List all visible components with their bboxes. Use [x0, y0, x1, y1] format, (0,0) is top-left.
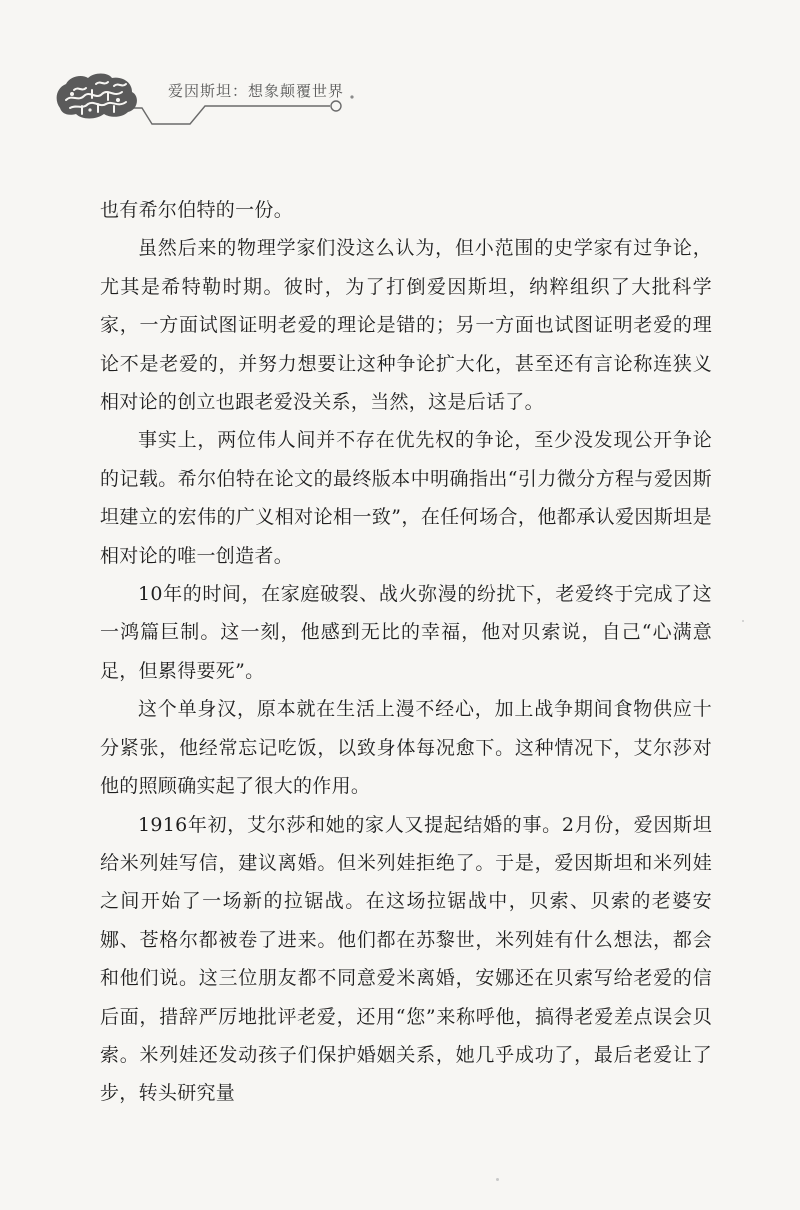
paragraph: 1916年初，艾尔莎和她的家人又提起结婚的事。2月份，爱因斯坦给米列娃写信，建议离婚。但米列娃拒绝了。于是，爱因斯坦和米列娃之间开始了一场新的拉锯战。在这场拉锯战中，贝索、贝索的老婆安娜、苍格尔都被卷了进来。他们都在苏黎世，米列娃有什么想法，都会和他们说。这三位朋友都不同意爱米离婚，安娜还在贝索写给老爱的信后面，措辞严厉地批评老爱，还用“您”来称呼他，搞得老爱差点误会贝索。米列娃还发动孩子们保护婚姻关系，她几乎成功了，最后老爱让了步，转头研究量 — [100, 813, 712, 1105]
scan-speck — [496, 1178, 499, 1181]
paragraph: 这个单身汉，原本就在生活上漫不经心，加上战争期间食物供应十分紧张，他经常忘记吃饭，以致身体每况愈下。这种情况下，艾尔莎对他的照顾确实起了很大的作用。 — [100, 698, 712, 798]
main-text — [100, 191, 712, 1113]
running-title: 爱因斯坦：想象颠覆世界 — [168, 82, 345, 100]
paragraph: 10年的时间，在家庭破裂、战火弥漫的纷扰下，老爱终于完成了这一鸿篇巨制。这一刻，他感到无比的幸福，他对贝索说，自己“心满意足，但累得要死”。 — [100, 583, 712, 682]
brain-icon — [52, 70, 142, 120]
page-header — [0, 0, 800, 140]
paragraph: 事实上，两位伟人间并不存在优先权的争论，至少没发现公开争论的记载。希尔伯特在论文的最终版本中明确指出“引力微分方程与爱因斯坦建立的宏伟的广义相对论相一致”，在任何场合，他都承认爱因斯坦是相对论的唯一创造者。 — [100, 429, 712, 567]
scan-speck — [742, 620, 744, 622]
paragraph: 虽然后来的物理学家们没这么认为，但小范围的史学家有过争论，尤其是希特勒时期。彼时，为了打倒爱因斯坦，纳粹组织了大批科学家，一方面试图证明老爱的理论是错的；另一方面也试图证明老爱的理论不是老爱的，并努力想要让这种争论扩大化，甚至还有言论称连狭义相对论的创立也跟老爱没关系，当然，这是后话了。 — [100, 237, 712, 414]
paragraph: 也有希尔伯特的一份。 — [100, 199, 294, 221]
